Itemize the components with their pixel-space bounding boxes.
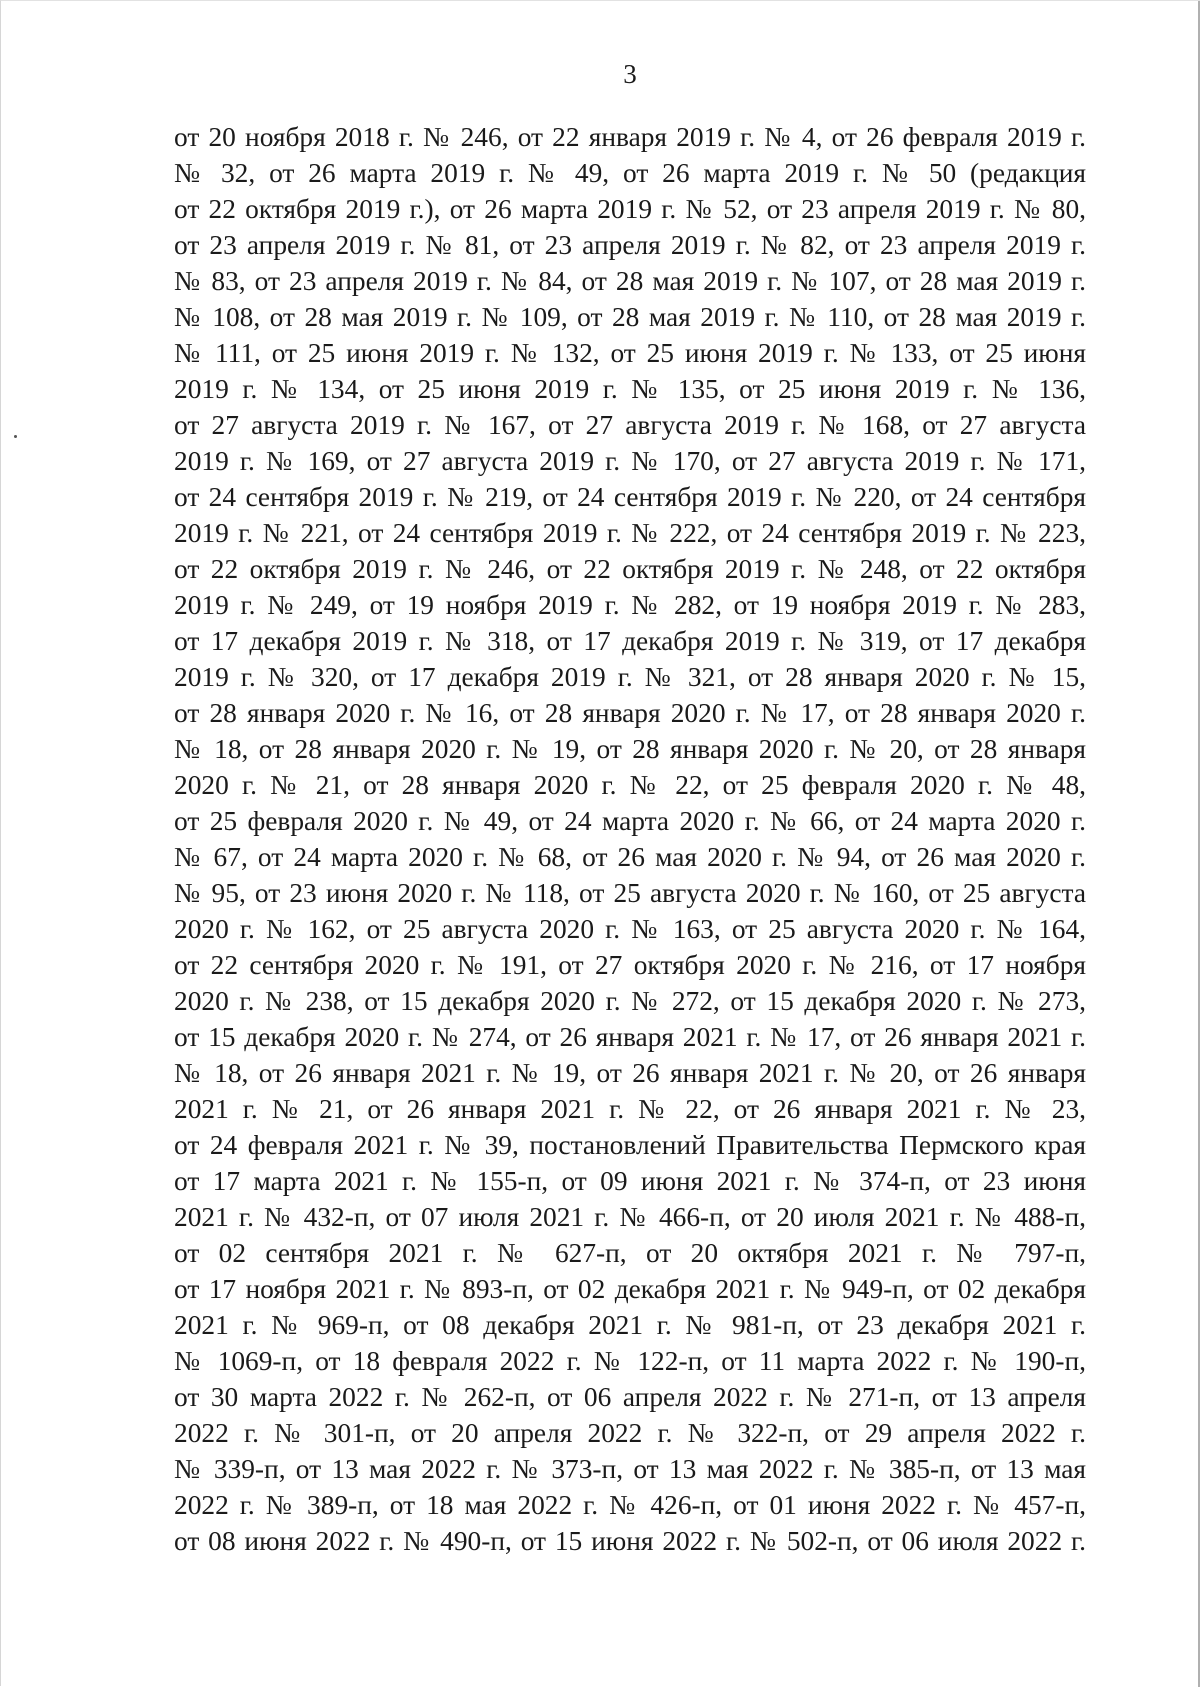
text-line: от 24 февраля 2021 г. № 39, постановлений Правительства Пермского края: [174, 1130, 1086, 1160]
text-line: № 339-п, от 13 мая 2022 г. № 373-п, от 13 мая 2022 г. № 385-п, от 13 мая: [174, 1454, 1086, 1484]
document-body: [174, 119, 1086, 1559]
page-number: 3: [623, 59, 637, 89]
text-line: № 108, от 28 мая 2019 г. № 109, от 28 мая 2019 г. № 110, от 28 мая 2019 г.: [174, 302, 1086, 332]
text-line: от 22 сентября 2020 г. № 191, от 27 октября 2020 г. № 216, от 17 ноября: [174, 950, 1086, 980]
text-line: 2022 г. № 301-п, от 20 апреля 2022 г. № 322-п, от 29 апреля 2022 г.: [174, 1418, 1086, 1448]
text-line: от 17 декабря 2019 г. № 318, от 17 декабря 2019 г. № 319, от 17 декабря: [174, 626, 1086, 656]
text-line: 2021 г. № 432-п, от 07 июля 2021 г. № 466-п, от 20 июля 2021 г. № 488-п,: [174, 1202, 1086, 1232]
text-line: № 18, от 26 января 2021 г. № 19, от 26 января 2021 г. № 20, от 26 января: [174, 1058, 1086, 1088]
text-line: 2019 г. № 134, от 25 июня 2019 г. № 135, от 25 июня 2019 г. № 136,: [174, 374, 1086, 404]
text-line: 2021 г. № 969-п, от 08 декабря 2021 г. № 981-п, от 23 декабря 2021 г.: [174, 1310, 1086, 1340]
text-line: 2020 г. № 162, от 25 августа 2020 г. № 163, от 25 августа 2020 г. № 164,: [174, 914, 1086, 944]
text-line: от 17 ноября 2021 г. № 893-п, от 02 декабря 2021 г. № 949-п, от 02 декабря: [174, 1274, 1086, 1304]
text-line: 2019 г. № 320, от 17 декабря 2019 г. № 321, от 28 января 2020 г. № 15,: [174, 662, 1086, 692]
text-line: от 08 июня 2022 г. № 490-п, от 15 июня 2022 г. № 502-п, от 06 июля 2022 г.: [174, 1526, 1086, 1556]
text-line: от 02 сентября 2021 г. № 627-п, от 20 октября 2021 г. № 797-п,: [174, 1238, 1086, 1268]
text-line: № 1069-п, от 18 февраля 2022 г. № 122-п, от 11 марта 2022 г. № 190-п,: [174, 1346, 1086, 1376]
text-line: № 111, от 25 июня 2019 г. № 132, от 25 июня 2019 г. № 133, от 25 июня: [174, 338, 1086, 368]
text-line: от 15 декабря 2020 г. № 274, от 26 января 2021 г. № 17, от 26 января 2021 г.: [174, 1022, 1086, 1052]
text-line: 2019 г. № 169, от 27 августа 2019 г. № 170, от 27 августа 2019 г. № 171,: [174, 446, 1086, 476]
text-line: 2020 г. № 21, от 28 января 2020 г. № 22, от 25 февраля 2020 г. № 48,: [174, 770, 1086, 800]
text-line: от 23 апреля 2019 г. № 81, от 23 апреля 2019 г. № 82, от 23 апреля 2019 г.: [174, 230, 1086, 260]
text-line: 2019 г. № 249, от 19 ноября 2019 г. № 282, от 19 ноября 2019 г. № 283,: [174, 590, 1086, 620]
text-line: № 95, от 23 июня 2020 г. № 118, от 25 августа 2020 г. № 160, от 25 августа: [174, 878, 1086, 908]
text-line: 2020 г. № 238, от 15 декабря 2020 г. № 272, от 15 декабря 2020 г. № 273,: [174, 986, 1086, 1016]
text-line: от 22 октября 2019 г.), от 26 марта 2019 г. № 52, от 23 апреля 2019 г. № 80,: [174, 194, 1086, 224]
text-line: от 30 марта 2022 г. № 262-п, от 06 апреля 2022 г. № 271-п, от 13 апреля: [174, 1382, 1086, 1412]
text-line: от 17 марта 2021 г. № 155-п, от 09 июня 2021 г. № 374-п, от 23 июня: [174, 1166, 1086, 1196]
text-line: 2022 г. № 389-п, от 18 мая 2022 г. № 426-п, от 01 июня 2022 г. № 457-п,: [174, 1490, 1086, 1520]
text-line: от 25 февраля 2020 г. № 49, от 24 марта 2020 г. № 66, от 24 марта 2020 г.: [174, 806, 1086, 836]
text-line: № 32, от 26 марта 2019 г. № 49, от 26 марта 2019 г. № 50 (редакция: [174, 158, 1086, 188]
text-line: от 27 августа 2019 г. № 167, от 27 августа 2019 г. № 168, от 27 августа: [174, 410, 1086, 440]
text-line: от 24 сентября 2019 г. № 219, от 24 сентября 2019 г. № 220, от 24 сентября: [174, 482, 1086, 512]
text-line: 2019 г. № 221, от 24 сентября 2019 г. № 222, от 24 сентября 2019 г. № 223,: [174, 518, 1086, 548]
scan-speck: [14, 435, 17, 438]
text-line: № 83, от 23 апреля 2019 г. № 84, от 28 мая 2019 г. № 107, от 28 мая 2019 г.: [174, 266, 1086, 296]
text-line: от 28 января 2020 г. № 16, от 28 января 2020 г. № 17, от 28 января 2020 г.: [174, 698, 1086, 728]
text-line: № 67, от 24 марта 2020 г. № 68, от 26 мая 2020 г. № 94, от 26 мая 2020 г.: [174, 842, 1086, 872]
text-line: от 20 ноября 2018 г. № 246, от 22 января 2019 г. № 4, от 26 февраля 2019 г.: [174, 122, 1086, 152]
text-line: от 22 октября 2019 г. № 246, от 22 октября 2019 г. № 248, от 22 октября: [174, 554, 1086, 584]
text-line: 2021 г. № 21, от 26 января 2021 г. № 22, от 26 января 2021 г. № 23,: [174, 1094, 1086, 1124]
text-line: № 18, от 28 января 2020 г. № 19, от 28 января 2020 г. № 20, от 28 января: [174, 734, 1086, 764]
